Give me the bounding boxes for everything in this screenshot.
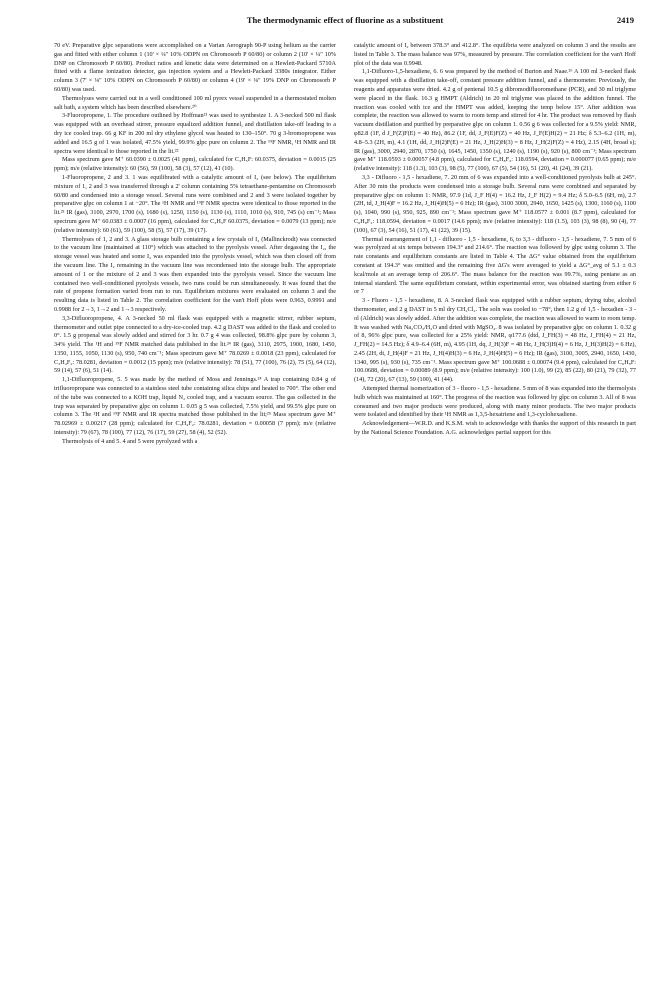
paragraph: 70 eV. Preparative glpc separations were accomplished on a Varian Aerograph 90-P using helium as the carrier gas and fitted with either column 1 (10' × ¼" 10% ODPN on Chromosorb P 60/80) or column 2 (10' × ¼" 10% DNP on Chromosorb P 60/80). Product ratios and kinetic data were determined on a Hewlett-Packard 5710A fitted with a flame ionization detector, gas injection system and a Hewlett-Packard 3380s integrator. Either column 3 (7' × ⅛" 10% ODPN on Chromosorb P 60/80) or column 4 (19' × ⅛" 19% DNP on Chromosorb P 60/80) was used.	[54, 42, 336, 93]
paragraph: Thermolysis of 4 and 5. 4 and 5 were pyrolyzed with a	[62, 437, 198, 445]
two-column-body	[54, 42, 636, 447]
paragraph: 1-Fluoropropene, 2 and 3. 1 was equilibrated with a catalytic amount of I₂ (see below). The equilibrium mixture of 1, 2 and 3 was transferred through a 2' column containing 5% tetraethane-pentamine on Chromosorb 60/80 and condensed into a storage vessel. Several runs were combined and 2 and 3 were isolated together by preparative glpc on column 1 at −20°. The ¹H NMR and ¹⁹F NMR spectra were identical to those reported in the lit.²³ IR (gas), 3100, 2970, 1700 (s), 1680 (s), 1250, 1150 (s), 1130 (s), 1110, 1010 (s), 910, 745 (s) cm⁻¹; Mass spectrum gave M⁺ 60.0383 ± 0.0007 (16 ppm), calculated for C₃H₅F 60.0375, deviation = 0.0079 (13 ppm); m/e (relative intensity): 60 (61), 59 (100), 58 (5), 57 (17), 39 (17).	[54, 173, 336, 234]
paragraph: 1,1-Difluoropropene, 5. 5 was made by the method of Moss and Jennings.²⁴ A trap containing 0.84 g of trifluoropropane was connected to a stainless steel tube containing silica chips and heated to 700°. The other end of the tube was connected to a KOH trap, liquid N₂ cooled trap, and a vacuum source. The gas collected in the trap was separated by preparative glpc on column 1. 0.05 g 5 was collected, 7.5% yield, and 99.5% glpc pure on column 3. The ¹H and ¹⁹F NMR and IR spectra matched those published in the lit;²⁵ Mass spectrum gave M⁺ 78.02969 ± 0.00217 (28 ppm); calculated for C₃H₄F₂: 78.0281, deviation = 0.00058 (7 ppm); m/e (relative intensity): 79 (67), 78 (100), 77 (12), 76 (17), 59 (27), 58 (4), 52 (52).	[54, 376, 336, 437]
paragraph: Thermolyses of 1, 2 and 3. A glass storage bulb containing a few crystals of I₂ (Mallinckrodt) was connected to the vacuum line (maintained at 110°) which was attached to the pyrolysis vessel. After degassing the I₂, the storage vessel was heated and some I₂ was expanded into the pyrolysis vessel, which was then closed off from the vacuum line. The I₂ remaining in the vacuum line was recondensed into the storage bulb. The appropriate amount of 1 or the mixture of 2 and 3 was then expanded into the pyrolysis vessel. Since the vacuum line contained two well-conditioned pyrolysis vessels, two runs could be run simultaneously. It was found that the rate of propene formation varied from run to run. Equilibrium mixtures were evaluated on column 3 and the resulting data is listed in Table 2. The correlation coefficient for the van't Hoff plots were 0.963, 0.9991 and 0.9988 for 2→3, 1→2 and 1→3 respectively.	[54, 235, 336, 313]
page-number: 2419	[616, 15, 634, 25]
paragraph: Attempted thermal isomerization of 3 - fluoro - 1,5 - hexadiene. 5 mm of 8 was expanded into the thermolysis bulb which was maintained at 160°. The progress of the reaction was followed by glpc on column 3. All of 8 was consumed and two major products were produced, along with many minor products. The two major products were isolated and identified by their ¹H NMR as 1,3,5-hexatriene and 1,3-cyclohexadiene.	[354, 385, 636, 419]
left-column	[54, 42, 336, 447]
paragraph: Mass spectrum gave M⁺ 60.0390 ± 0.0025 (41 ppm), calculated for C₃H₅F: 60.0375, deviation = 0.0015 (25 ppm); m/e (relative intensity): 60 (56), 59 (100), 58 (3), 57 (12), 41 (10).	[54, 156, 336, 173]
paragraph: 3 - Fluoro - 1,5 - hexadiene, 8. A 3-necked flask was equipped with a rubber septum, drying tube, alcohol thermometer, and 2 g DAST in 5 ml dry CH₂Cl₂. The soln was cooled to −78°, then 1.2 g of 1,5 - hexadien - 3 - ol (Aldrich) was slowly added. After the addition was complete, the reaction was allowed to warm to room temp. It was washed with Na₂CO₃/H₂O and dried with MgSO₄. 8 was isolated by preparative glpc on column 1. 0.32 g of 8, 96% glpc pure, was collected for a 25% yield: NMR, φ177.6 (dtd, J_FH(3) = 48 Hz, J_FH(4) = 21 Hz, J_FH(2) = 14.5 Hz); δ 4.9–6.4 (6H, m), 4.95 (1H, dq, J_H(3)F = 48 Hz, J_H(3)H(4) = 6 Hz, J_H(3)H(2) = 6 Hz), 2.45 (2H, dt, J_H(4)F = 21 Hz, J_H(4)H(3) = 6 Hz, J_H(4)H(5) = 6 Hz); IR (gas), 3100, 3005, 2940, 1650, 1430, 1340, 995 (s), 930 (s), 735 cm⁻¹. Mass spectrum gave M⁺ 100.0688 ± 0.00074 (9.4 ppm), calculated for C₆H₉F: 100.0688, deviation = 0.00089 (8.9 ppm); m/e (relative intensity): 100 (1.0), 99 (2), 85 (22), 80 (21), 79 (32), 77 (14), 72 (20), 67 (13), 59 (100), 41 (44).	[354, 297, 636, 384]
running-header	[54, 12, 636, 28]
paragraph: 1,1-Difluoro-1,5-hexadiene, 6. 6 was prepared by the method of Burton and Naae.²⁶ A 100 ml 3-necked flask was equipped with a distillation take-off, constant pressure addition funnel, and a thermometer. Previously, the reagents and apparatus were dried. 4.2 g of pentenal 10.5 g dibromodifluoromethane (PCR), and 30 ml triglyme were placed in the flask. 16.3 g HMPT (Aldrich) in 20 ml triglyme was placed in the addition funnel. The reaction was cooled with ice and the HMPT was added, keeping the temp below 15°. After addition was complete, the reaction was allowed to warm to room temp and stirred for 4 hr. The product was removed by flash vacuum distillation and purified by preparative glpc on column 1. 0.56 g 6 was collected for a 9.5% yield: NMR, φ82.8 (1F, d J_F(Z)F(E) = 40 Hz), 86.2 (1F, dd, J_F(E)F(Z) = 40 Hz, J_F(E)H(2) = 21 Hz; δ 5.3–6.2 (1H, m), 4.8–5.3 (2H, m), 4.1 (1H, dd, J_H(2)F(E) = 21 Hz, J_H(2)H(3) = 8 Hz, J_H(2)F(Z) = 4 Hz), 2.15 (4H, broad s); IR (gas), 3000, 2940, 2870, 1750 (s), 1645, 1450, 1350 (s), 1240 (s), 1190 (s), 920 (s), 800 cm⁻¹; Mass spectrum gave M⁺ 118.0593 ± 0.00057 (4.8 ppm), calculated for C₆H₈F₂: 118.0594, deviation = 0.000077 (0.65 ppm); m/e (relative intensity): 118 (1.3), 103 (3), 98 (5), 77 (100), 67 (5), 54 (16), 51 (20), 41 (24), 39 (21).	[354, 68, 636, 173]
right-column	[354, 42, 636, 447]
paragraph: 3-Fluoropropene, 1. The procedure outlined by Hoffman²¹ was used to synthesize 1. A 3-necked 500 ml flask was equipped with an overhead stirrer, pressure equalized addition funnel, and distillation take-off leading to a dry ice cooled trap. 66 g KF in 200 ml dry ethylene glycol was heated to 130–150°. 70 g 3-bromopropene was added and 16.5 g of 1 was isolated, 47.5% yield, 99.9% glpc pure on column 2. The ¹⁹F NMR, ¹H NMR and IR spectra were identical to those reported in the lit.²²	[54, 112, 336, 155]
paragraph: Thermal rearrangement of 1,1 - difluoro - 1,5 - hexadiene, 6, to 3,3 - difluoro - 1,5 - hexadiene, 7. 5 mm of 6 was pyrolyzed at six temps between 194.3° and 214.6°. The reaction was followed by glpc using column 3. The rate constants and equilibrium constants are listed in Table 4. The ΔG° value obtained from the equilibrium constant at 194.3° was omitted and the remaining five ΔG's were averaged to yield a ΔG°_avg of 5.1 ± 0.3 kcal/mole at an average temp of 206.6°. The mass balance for the reaction was 99.7%, using pentane as an internal standard. The same equilibrium constant, within experimental error, was obtained starting from either 6 or 7	[354, 235, 636, 296]
paragraph: Thermolyses were carried out in a well conditioned 100 ml pyrex vessel suspended in a thermostated molten salt bath, a system which has been described elsewhere.²⁰	[54, 94, 336, 111]
paragraph: 3,3 - Difluoro - 1,5 - hexadiene, 7. 20 mm of 6 was expanded into a well-conditioned pyrolysis bulb at 245°. After 30 min the products were condensed into a storage bulb. Several runs were combined and separated by preparative glpc on column 1: NMR, 97.9 (1d, J_F H(4) = 16.2 Hz, J_F H(2) = 9.4 Hz; δ 5.0–6.5 (6H, m), 2.7 (2H, td, J_H(4)F = 16.2 Hz, J_H(4)H(5) = 6 Hz); IR (gas), 3100 3000, 2940, 1650, 1425 (s), 1300, 1160 (s), 1100 (s), 1040, 990 (s), 950, 925, 890 cm⁻¹; Mass spectrum gave M⁺ 118.0577 ± 0.001 (8.7 ppm), calculated for C₆H₈F₂: 118.0594, deviation = 0.0017 (14.6 ppm); m/e (relative intensity): 118 (1.5), 103 (3), 98 (8), 90 (4), 77 (100), 67 (3), 54 (16), 51 (17), 41 (22), 39 (15).	[354, 173, 636, 234]
running-title: The thermodynamic effect of fluorine as a substituent	[246, 15, 444, 25]
paragraph: catalytic amount of I₂ between 378.3° and 412.8°. The equilibria were analyzed on column 3 and the results are listed in Table 3. The mass balance was 97%, measured by pressure. The correlation coefficient for the van't Hoff plot of the data was 0.9948.	[354, 42, 636, 67]
paragraph: 3,3-Difluoropropene, 4. A 3-necked 50 ml flask was equipped with a magnetic stirrer, rubber septum, thermometer and outlet pipe connected to a dry-ice-cooled trap. 4.2 g DAST was added to the flask and cooled to 0°. 1.5 g propenal was slowly added and stirred for 3 hr. 0.7 g 4 was collected, 98.8% glpc pure by column 3, 34% yield. The ¹H and ¹⁹F NMR matched data published in the lit.²⁴ IR (gas), 3110, 2975, 1900, 1680, 1450, 1350, 1155, 1050, 1130 (s), 950, 740 cm⁻¹; Mass spectrum gave M⁺ 78.0269 ± 0.0018 (23 ppm), calculated for C₃H₄F₂: 78.0281, deviation = 0.0012 (15 ppm); m/e (relative intensity): 78 (51), 77 (100), 76 (2), 75 (5), 64 (12), 59 (14), 57 (6), 51 (14).	[54, 314, 336, 375]
paragraph: Acknowledgement—W.R.D. and K.S.M. wish to acknowledge with thanks the support of this research in part by the National Science Foundation. A.G. acknowledges partial support for this	[354, 420, 636, 437]
